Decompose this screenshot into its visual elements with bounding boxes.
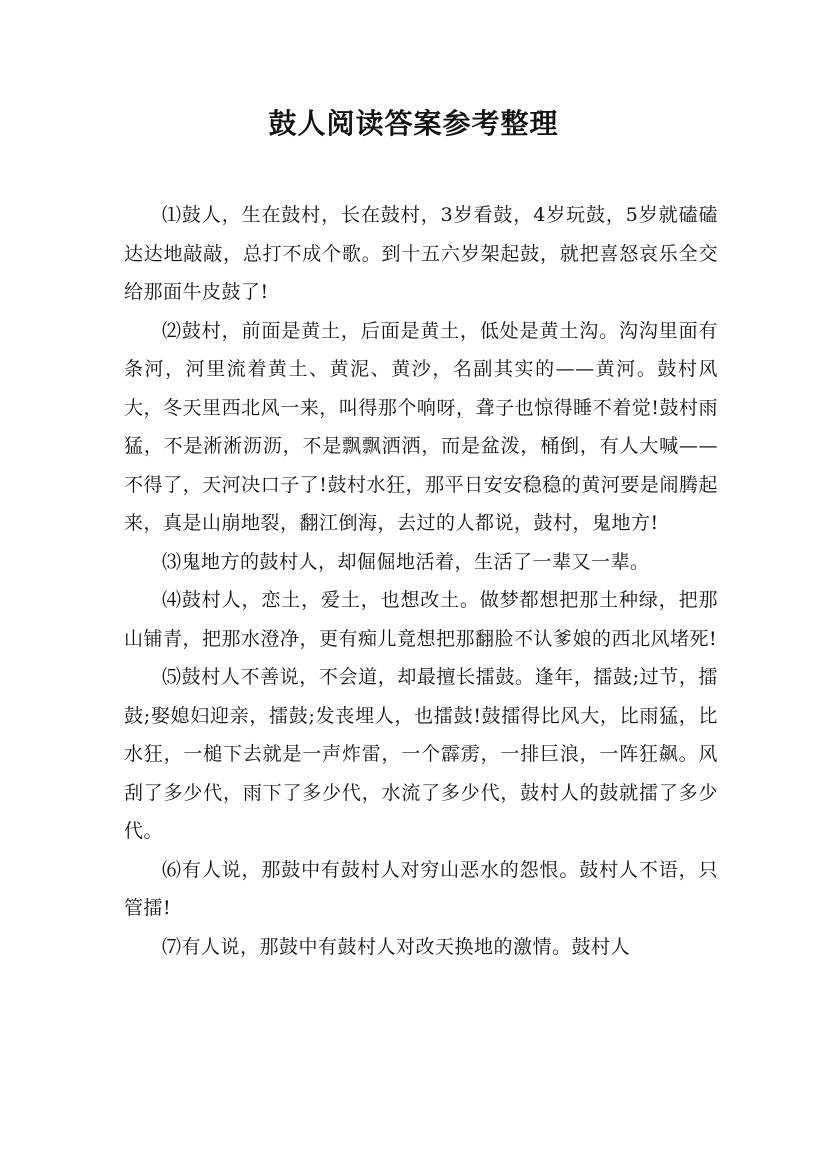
paragraph-1: ⑴鼓人，生在鼓村，长在鼓村，3岁看鼓，4岁玩鼓，5岁就磕磕达达地敲敲，总打不成个歌。到十五六岁架起鼓，就把喜怒哀乐全交给那面牛皮鼓了! [124, 204, 718, 303]
paragraph-5: ⑸鼓村人不善说，不会道，却最擅长擂鼓。逢年，擂鼓;过节，擂鼓;娶媳妇迎亲，擂鼓;发丧埋人，也擂鼓!鼓擂得比风大，比雨猛，比水狂，一槌下去就是一声炸雷，一个霹雳，一排巨浪，一阵狂飙。风刮了多少代，雨下了多少代，水流了多少代，鼓村人的鼓就擂了多少代。 [124, 666, 718, 842]
paragraph-6: ⑹有人说，那鼓中有鼓村人对穷山恶水的怨恨。鼓村人不语，只管擂! [124, 858, 718, 919]
paragraph-7: ⑺有人说，那鼓中有鼓村人对改天换地的激情。鼓村人 [162, 935, 631, 958]
paragraph-3: ⑶鬼地方的鼓村人，却倔倔地活着，生活了一辈又一辈。 [162, 550, 650, 573]
paragraph-4: ⑷鼓村人，恋土，爱土，也想改土。做梦都想把那土种绿，把那山铺青，把那水澄净，更有痴儿竟想把那翻脸不认爹娘的西北风堵死! [124, 589, 718, 650]
paragraph-2: ⑵鼓村，前面是黄土，后面是黄土，低处是黄土沟。沟沟里面有条河，河里流着黄土、黄泥、黄沙，名副其实的——黄河。鼓村风大，冬天里西北风一来，叫得那个响呀，聋子也惊得睡不着觉!鼓村雨猛，不是淅淅沥沥，不是飘飘洒洒，而是盆泼，桶倒，有人大喊——不得了，天河决口子了!鼓村水狂，那平日安安稳稳的黄河要是闹腾起来，真是山崩地裂，翻江倒海，去过的人都说，鼓村，鬼地方! [124, 319, 718, 534]
document-body [124, 196, 718, 966]
document-title: 鼓人阅读答案参考整理 [268, 107, 559, 140]
